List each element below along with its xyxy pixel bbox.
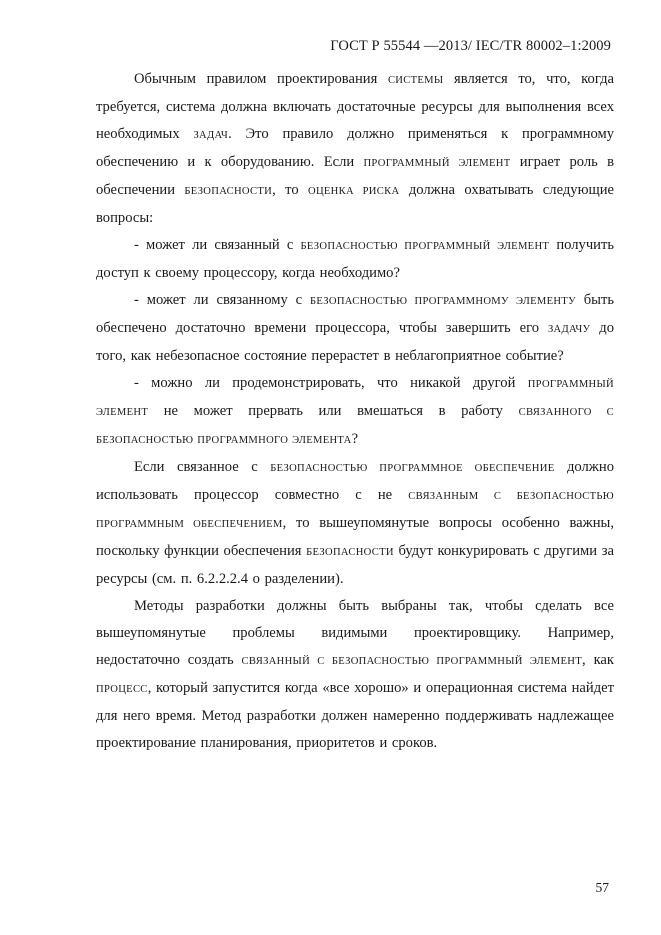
text-run: получить доступ к своему процессору, когда необходимо? <box>96 237 615 281</box>
text-run: должна охватывать следующие вопросы: <box>96 182 615 226</box>
text-run: будут конкурировать с другими за ресурсы (см. п. 6.2.2.2.4 о разделении). <box>96 543 614 587</box>
text-run: Если связанное с <box>134 459 271 475</box>
paragraph <box>96 454 614 593</box>
text-run: . Это правило должно применяться к программному обеспечению и к оборудованию. Если <box>96 126 614 170</box>
text-run: , то вышеупомянутые вопросы особенно важны, поскольку функции обеспечения <box>96 515 615 559</box>
defined-term: БЕЗОПАСНОСТЬЮ ПРОГРАММНЫЙ ЭЛЕМЕНТ <box>300 241 550 252</box>
text-run: ? <box>351 431 359 447</box>
defined-term: БЕЗОПАСНОСТЬЮ ПРОГРАММНОМУ ЭЛЕМЕНТУ <box>310 296 576 307</box>
text-run: - может ли связанному с <box>134 292 311 308</box>
defined-term: ПРОЦЕСС <box>96 684 148 695</box>
defined-term: ЗАДАЧУ <box>547 324 591 335</box>
defined-term: БЕЗОПАСНОСТИ <box>184 186 273 197</box>
text-run: - можно ли продемонстрировать, что никакой другой <box>134 375 528 391</box>
text-run: Методы разработки должны быть выбраны так, чтобы сделать все вышеупомянутые проблемы видимыми проектировщику. Например, недостаточно создать <box>96 598 614 668</box>
text-run: - может ли связанный с <box>134 237 301 253</box>
defined-term: БЕЗОПАСНОСТЬЮ ПРОГРАММНОЕ ОБЕСПЕЧЕНИЕ <box>270 463 555 474</box>
text-run: должно использовать процессор совместно с не <box>96 459 614 503</box>
text-run: быть обеспечено достаточно времени процессора, чтобы завершить его <box>96 292 615 336</box>
page-number: 57 <box>595 880 609 895</box>
text-run: , как <box>582 652 614 668</box>
defined-term: ПРОГРАММНЫЙ ЭЛЕМЕНТ <box>96 379 614 418</box>
text-run: , который запустится когда «все хорошо» и операционная система найдет для него время. Метод разработки должен намеренно поддерживать надлежащее проектирование планирования, приоритетов и сроков. <box>96 680 614 751</box>
text-run: не может прервать или вмешаться в работу <box>148 403 519 419</box>
document-body <box>96 66 614 757</box>
text-run: является то, что, когда требуется, система должна включать достаточные ресурсы для выполнения всех необходимых <box>96 71 614 142</box>
text-run: до того, как небезопасное состояние перерастет в неблагоприятное событие? <box>96 320 614 364</box>
paragraph <box>96 66 614 232</box>
document-header: ГОСТ Р 55544 —2013/ IEC/TR 80002–1:2009 <box>330 38 611 54</box>
defined-term: СИСТЕМЫ <box>387 75 444 86</box>
defined-term: ЗАДАЧ <box>193 130 229 141</box>
bullet-item <box>96 287 614 370</box>
defined-term: БЕЗОПАСНОСТИ <box>306 547 394 558</box>
defined-term: ОЦЕНКА РИСКА <box>308 186 400 197</box>
defined-term: СВЯЗАННЫЙ С БЕЗОПАСНОСТЬЮ ПРОГРАММНЫЙ ЭЛЕМЕНТ <box>241 656 582 667</box>
bullet-item <box>96 232 614 287</box>
text-run: играет роль в обеспечении <box>96 154 614 198</box>
paragraph <box>96 593 614 757</box>
defined-term: ПРОГРАММНЫЙ ЭЛЕМЕНТ <box>363 158 511 169</box>
text-run: , то <box>272 182 308 198</box>
bullet-item <box>96 370 614 454</box>
text-run: Обычным правилом проектирования <box>134 71 388 87</box>
defined-term: СВЯЗАННЫМ С БЕЗОПАСНОСТЬЮ ПРОГРАММНЫМ ОБЕСПЕЧЕНИЕМ <box>96 491 614 530</box>
defined-term: СВЯЗАННОГО С БЕЗОПАСНОСТЬЮ ПРОГРАММНОГО ЭЛЕМЕНТА <box>96 407 614 446</box>
